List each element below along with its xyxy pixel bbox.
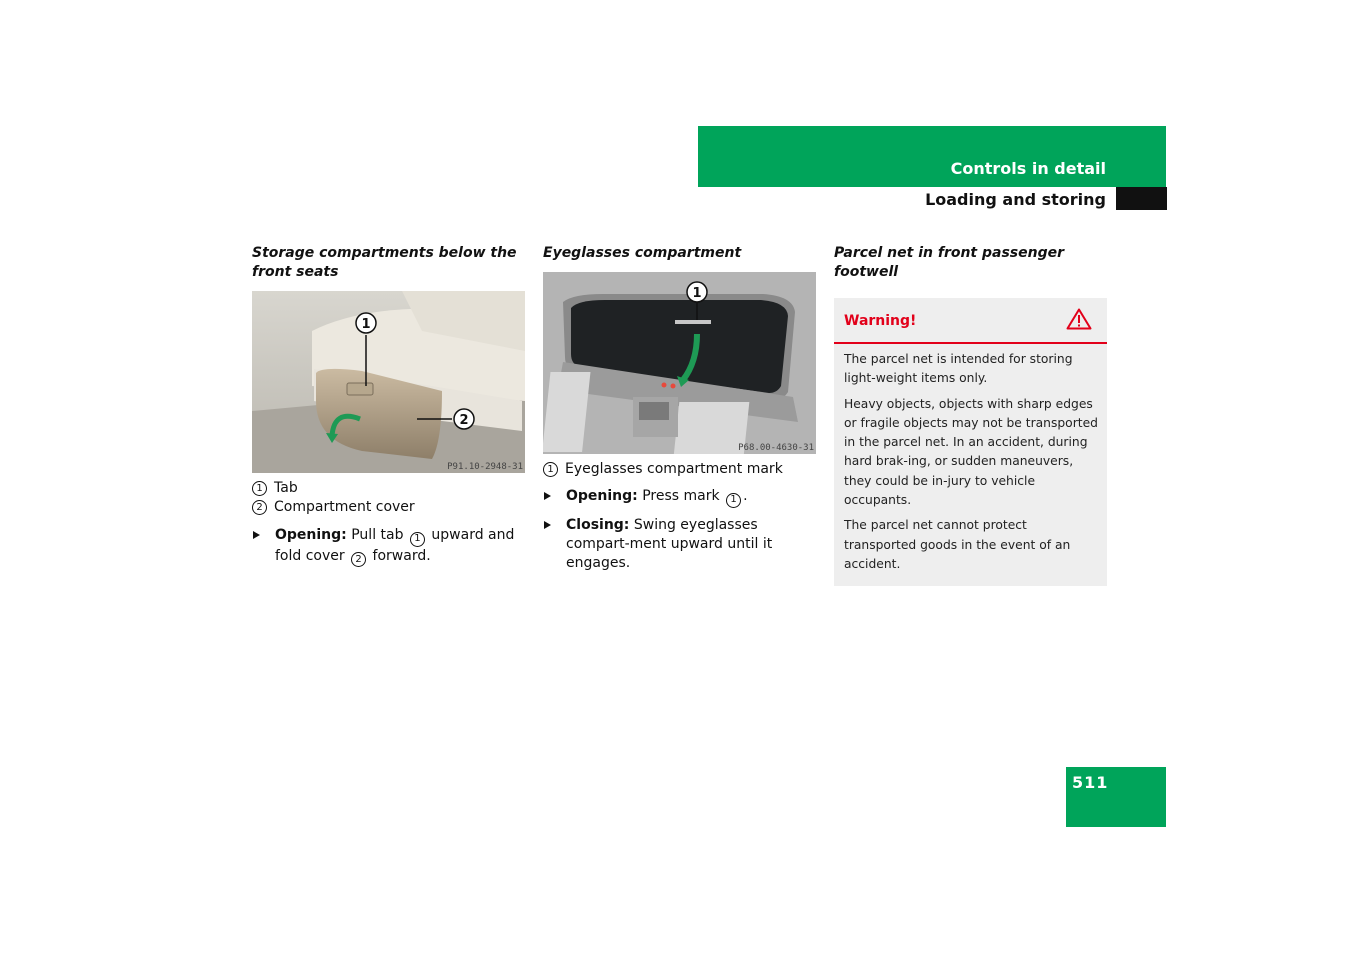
step-text: Press mark (642, 488, 720, 504)
section-title: Controls in detail (950, 159, 1106, 178)
column-eyeglasses-compartment (543, 244, 816, 573)
step-text: forward. (372, 547, 431, 564)
inline-number: 2 (351, 552, 366, 567)
eyeglasses-illustration (543, 272, 816, 454)
warning-triangle-icon (1066, 308, 1092, 330)
legend-number: 1 (543, 462, 558, 477)
callout-1-label: 1 (692, 286, 702, 301)
inline-number: 1 (726, 493, 741, 508)
legend-text: Compartment cover (274, 499, 415, 515)
seat-illustration (252, 291, 525, 473)
callout-2-label: 2 (459, 413, 469, 428)
step-text: Swing eyeglasses compart-ment upward until it engages. (566, 516, 773, 571)
header-black-tab (1116, 187, 1167, 210)
warning-paragraph: Heavy objects, objects with sharp edges or fragile objects may not be transported in the parcel net. In an accident, during hard brak-ing, or sudden maneuvers, they could be in-jury to vehicle occupants. (844, 396, 1098, 508)
figure-eyeglasses (543, 272, 816, 454)
figure-legend (252, 479, 525, 517)
instruction-step-opening (543, 487, 816, 508)
warning-header (834, 298, 1107, 344)
subsection-title: Loading and storing (925, 190, 1106, 209)
bullet-arrow-icon (544, 521, 551, 529)
legend-number: 2 (252, 500, 267, 515)
step-text: Pull tab (351, 527, 404, 543)
figure-seat-compartment (252, 291, 525, 473)
figure-code: P91.10-2948-31 (447, 462, 523, 472)
figure-legend (543, 460, 816, 479)
warning-box (834, 298, 1107, 586)
step-label: Opening: (566, 488, 638, 504)
legend-item (543, 460, 816, 479)
legend-item (252, 479, 525, 498)
warning-paragraph: The parcel net is intended for storing light-weight items only. (844, 352, 1073, 386)
column-title: Storage compartments below the front seats (252, 245, 517, 280)
instruction-step-opening (252, 526, 525, 567)
bullet-arrow-icon (253, 531, 260, 539)
step-label: Opening: (275, 527, 347, 543)
page-number: 511 (1072, 773, 1109, 792)
warning-body (834, 344, 1107, 586)
column-front-seat-storage (252, 244, 525, 567)
legend-item (252, 498, 525, 517)
step-text: . (743, 488, 748, 504)
inline-number: 1 (410, 532, 425, 547)
page-number-box (1066, 767, 1166, 827)
column-parcel-net (834, 244, 1107, 586)
bullet-arrow-icon (544, 492, 551, 500)
column-title: Eyeglasses compartment (543, 245, 742, 261)
callout-1-label: 1 (361, 317, 371, 332)
instruction-step-closing (543, 516, 816, 573)
column-title: Parcel net in front passenger footwell (834, 245, 1065, 280)
step-text: upward and fold cover (275, 527, 515, 564)
legend-number: 1 (252, 481, 267, 496)
step-label: Closing: (566, 516, 630, 533)
figure-code: P68.00-4630-31 (738, 443, 814, 453)
legend-text: Eyeglasses compartment mark (565, 461, 783, 477)
warning-title: Warning! (844, 313, 917, 329)
legend-text: Tab (274, 480, 298, 496)
warning-paragraph: The parcel net cannot protect transported goods in the event of an accident. (844, 518, 1071, 571)
